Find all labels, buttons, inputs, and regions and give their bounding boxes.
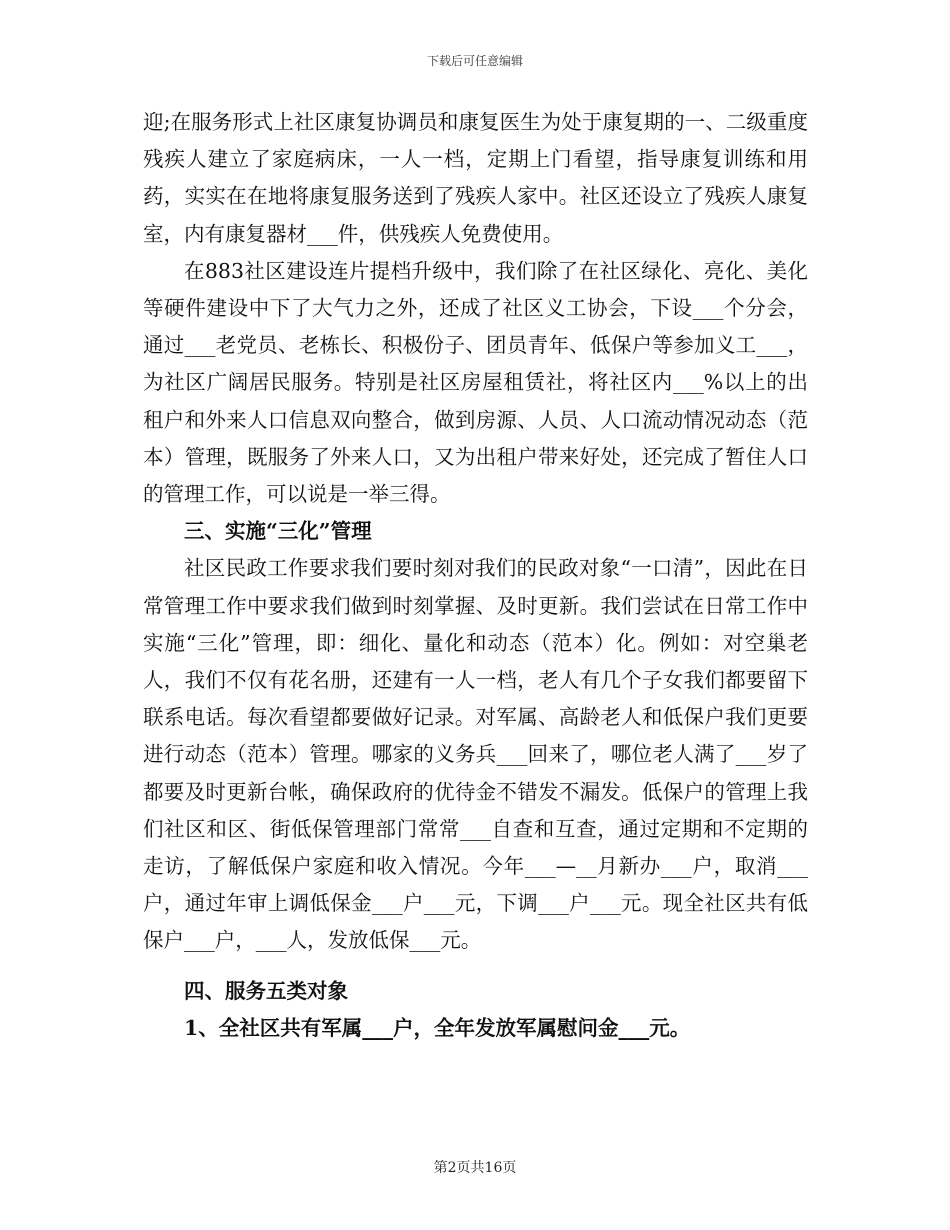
- section-heading-four: 四、服务五类对象: [184, 978, 348, 1003]
- list-item-military-families: 1、全社区共有军属___户，全年发放军属慰问金___元。: [184, 1015, 691, 1040]
- page-header: 下载后可任意编辑: [426, 54, 523, 68]
- section-heading-three: 三、实施“三化”管理: [184, 519, 372, 544]
- paragraph-continued: 迎;在服务形式上社区康复协调员和康复医生为处于康复期的一、二级重度残疾人建立了家庭病床，一人一档，定期上门看望，指导康复训练和用药，实实在在地将康复服务送到了残疾人家中。社区还设立了残疾人康复室，内有康复器材___件，供残疾人免费使用。: [143, 110, 808, 246]
- page-footer: 第2页共16页: [433, 1160, 517, 1176]
- paragraph-community-building: 在883社区建设连片提档升级中，我们除了在社区绿化、亮化、美化等硬件建设中下了大气力之外，还成了社区义工协会，下设___个分会，通过___老党员、老栋长、积极份子、团员青年、低保户等参加义工___，为社区广阔居民服务。特别是社区房屋租赁社，将社区内___%以上的出租户和外来人口信息双向整合，做到房源、人员、人口流动情况动态（范本）管理，既服务了外来人口，又为出租户带来好处，还完成了暂住人口的管理工作，可以说是一举三得。: [143, 258, 808, 507]
- paragraph-three-modernizations: 社区民政工作要求我们要时刻对我们的民政对象“一口清”，因此在日常管理工作中要求我们做到时刻掌握、及时更新。我们尝试在日常工作中实施“三化”管理，即：细化、量化和动态（范本）化。例如：对空巢老人，我们不仅有花名册，还建有一人一档，老人有几个子女我们都要留下联系电话。每次看望都要做好记录。对军属、高龄老人和低保户我们更要进行动态（范本）管理。哪家的义务兵___回来了，哪位老人满了___岁了都要及时更新台帐，确保政府的优待金不错发不漏发。低保户的管理上我们社区和区、街低保管理部门常常___自查和互查，通过定期和不定期的走访，了解低保户家庭和收入情况。今年___—__月新办___户，取消___户，通过年审上调低保金___户___元，下调___户___元。现全社区共有低保户___户，___人，发放低保___元。: [143, 556, 808, 953]
- document-body: [143, 104, 808, 1047]
